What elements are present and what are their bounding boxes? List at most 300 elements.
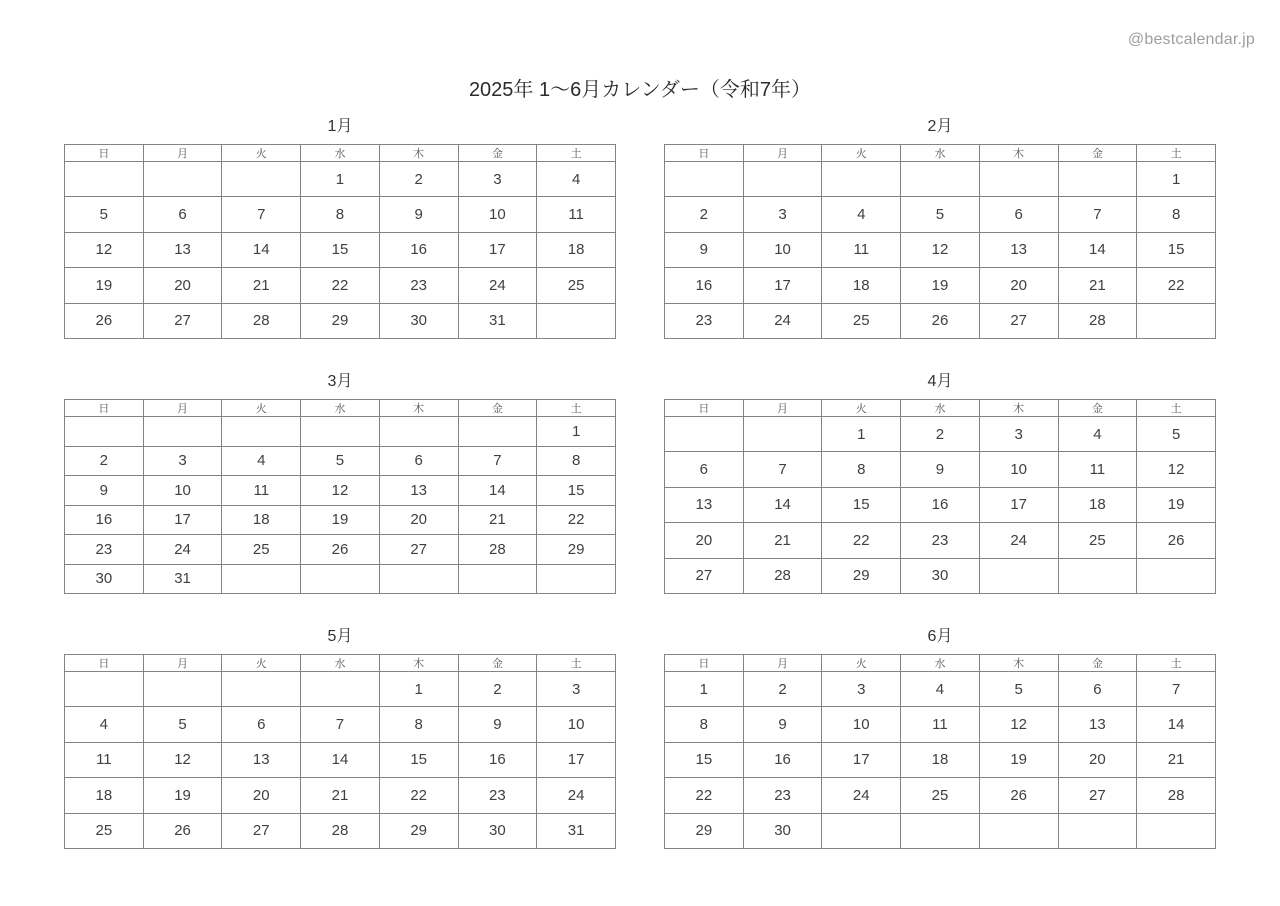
empty-cell — [1058, 558, 1137, 593]
date-cell: 30 — [458, 813, 537, 848]
date-cell: 26 — [979, 778, 1058, 813]
date-cell: 24 — [979, 523, 1058, 558]
date-cell: 10 — [458, 197, 537, 232]
date-cell: 20 — [1058, 742, 1137, 777]
date-cell: 4 — [901, 672, 980, 707]
week-row — [65, 505, 616, 535]
week-row — [65, 232, 616, 267]
date-cell: 18 — [1058, 487, 1137, 522]
date-cell: 17 — [743, 268, 822, 303]
date-cell: 15 — [537, 476, 616, 506]
date-cell: 20 — [665, 523, 744, 558]
date-cell: 29 — [822, 558, 901, 593]
date-cell: 3 — [979, 417, 1058, 452]
date-cell: 11 — [65, 742, 144, 777]
date-cell: 19 — [65, 268, 144, 303]
date-cell: 27 — [665, 558, 744, 593]
date-cell: 21 — [458, 505, 537, 535]
date-cell: 24 — [537, 778, 616, 813]
date-cell: 18 — [901, 742, 980, 777]
date-cell: 24 — [822, 778, 901, 813]
weekday-header-weekday: 水 — [301, 400, 380, 417]
empty-cell — [822, 162, 901, 197]
date-cell: 3 — [822, 672, 901, 707]
date-cell: 23 — [743, 778, 822, 813]
empty-cell — [379, 564, 458, 594]
empty-cell — [743, 162, 822, 197]
date-cell: 22 — [537, 505, 616, 535]
date-cell: 20 — [143, 268, 222, 303]
week-row — [665, 487, 1216, 522]
date-cell: 9 — [65, 476, 144, 506]
date-cell: 3 — [743, 197, 822, 232]
date-cell: 13 — [1058, 707, 1137, 742]
weekday-header-saturday: 土 — [537, 655, 616, 672]
week-row — [665, 558, 1216, 593]
date-cell: 15 — [379, 742, 458, 777]
month-label: 1月 — [327, 118, 353, 135]
empty-cell — [143, 417, 222, 447]
date-cell: 16 — [743, 742, 822, 777]
date-cell: 20 — [379, 505, 458, 535]
date-cell: 4 — [822, 197, 901, 232]
weekday-header-saturday: 土 — [537, 400, 616, 417]
date-cell: 16 — [665, 268, 744, 303]
weekday-header-weekday: 月 — [143, 145, 222, 162]
date-cell: 8 — [1137, 197, 1216, 232]
date-cell: 4 — [1058, 417, 1137, 452]
weekday-header-weekday: 金 — [458, 400, 537, 417]
date-cell: 7 — [743, 452, 822, 487]
date-cell: 2 — [743, 672, 822, 707]
date-cell: 18 — [222, 505, 301, 535]
week-row — [665, 197, 1216, 232]
week-row — [65, 268, 616, 303]
date-cell: 1 — [665, 672, 744, 707]
date-cell: 27 — [1058, 778, 1137, 813]
empty-cell — [458, 564, 537, 594]
date-cell: 12 — [901, 232, 980, 267]
empty-cell — [222, 417, 301, 447]
week-row — [665, 778, 1216, 813]
date-cell: 26 — [301, 535, 380, 565]
date-cell: 8 — [822, 452, 901, 487]
empty-cell — [65, 162, 144, 197]
date-cell: 10 — [979, 452, 1058, 487]
weekday-header-sunday: 日 — [665, 145, 744, 162]
date-cell: 23 — [65, 535, 144, 565]
date-cell: 8 — [537, 446, 616, 476]
date-cell: 11 — [537, 197, 616, 232]
date-cell: 8 — [379, 707, 458, 742]
date-cell: 6 — [222, 707, 301, 742]
date-cell: 25 — [65, 813, 144, 848]
date-cell: 28 — [743, 558, 822, 593]
weekday-header-weekday: 火 — [222, 655, 301, 672]
date-cell: 13 — [379, 476, 458, 506]
empty-cell — [143, 162, 222, 197]
weekday-header-row — [665, 145, 1216, 162]
date-cell: 11 — [222, 476, 301, 506]
date-cell: 11 — [1058, 452, 1137, 487]
weekday-header-sunday: 日 — [65, 400, 144, 417]
week-row — [65, 417, 616, 447]
weekday-header-row — [65, 655, 616, 672]
weekday-header-weekday: 木 — [379, 655, 458, 672]
empty-cell — [1058, 162, 1137, 197]
date-cell: 13 — [665, 487, 744, 522]
week-row — [65, 197, 616, 232]
date-cell: 8 — [665, 707, 744, 742]
date-cell: 12 — [143, 742, 222, 777]
date-cell: 21 — [301, 778, 380, 813]
date-cell: 9 — [901, 452, 980, 487]
weekday-header-row — [665, 400, 1216, 417]
date-cell: 13 — [143, 232, 222, 267]
week-row — [665, 232, 1216, 267]
week-row — [665, 523, 1216, 558]
empty-cell — [65, 417, 144, 447]
date-cell: 28 — [1058, 303, 1137, 338]
date-cell: 4 — [222, 446, 301, 476]
weekday-header-weekday: 水 — [901, 655, 980, 672]
month-label: 6月 — [927, 628, 953, 645]
weekday-header-weekday: 火 — [822, 145, 901, 162]
date-cell: 23 — [901, 523, 980, 558]
weekday-header-weekday: 金 — [458, 655, 537, 672]
date-cell: 5 — [143, 707, 222, 742]
date-cell: 24 — [143, 535, 222, 565]
date-cell: 3 — [458, 162, 537, 197]
date-cell: 2 — [65, 446, 144, 476]
empty-cell — [979, 162, 1058, 197]
weekday-header-sunday: 日 — [665, 655, 744, 672]
date-cell: 20 — [979, 268, 1058, 303]
date-cell: 6 — [143, 197, 222, 232]
date-cell: 17 — [458, 232, 537, 267]
date-cell: 3 — [537, 672, 616, 707]
weekday-header-weekday: 木 — [979, 655, 1058, 672]
week-row — [65, 742, 616, 777]
empty-cell — [822, 813, 901, 848]
date-cell: 22 — [379, 778, 458, 813]
date-cell: 7 — [1058, 197, 1137, 232]
empty-cell — [301, 564, 380, 594]
date-cell: 3 — [143, 446, 222, 476]
date-cell: 7 — [1137, 672, 1216, 707]
date-cell: 20 — [222, 778, 301, 813]
empty-cell — [222, 564, 301, 594]
month-block-march — [64, 372, 616, 594]
month-block-june — [664, 627, 1216, 849]
week-row — [665, 707, 1216, 742]
week-row — [65, 672, 616, 707]
week-row — [65, 564, 616, 594]
date-cell: 17 — [537, 742, 616, 777]
weekday-header-weekday: 火 — [222, 400, 301, 417]
date-cell: 5 — [1137, 417, 1216, 452]
date-cell: 30 — [743, 813, 822, 848]
weekday-header-weekday: 金 — [1058, 400, 1137, 417]
date-cell: 30 — [901, 558, 980, 593]
date-cell: 29 — [537, 535, 616, 565]
date-cell: 17 — [822, 742, 901, 777]
empty-cell — [143, 672, 222, 707]
date-cell: 19 — [1137, 487, 1216, 522]
weekday-header-saturday: 土 — [537, 145, 616, 162]
date-cell: 18 — [65, 778, 144, 813]
month-table-march — [64, 399, 616, 594]
date-cell: 29 — [379, 813, 458, 848]
month-table-february — [664, 144, 1216, 339]
month-table-january — [64, 144, 616, 339]
date-cell: 29 — [301, 303, 380, 338]
date-cell: 25 — [537, 268, 616, 303]
week-row — [665, 303, 1216, 338]
date-cell: 14 — [1137, 707, 1216, 742]
empty-cell — [222, 672, 301, 707]
date-cell: 31 — [537, 813, 616, 848]
week-row — [665, 452, 1216, 487]
date-cell: 22 — [665, 778, 744, 813]
empty-cell — [301, 417, 380, 447]
date-cell: 21 — [743, 523, 822, 558]
date-cell: 9 — [665, 232, 744, 267]
weekday-header-weekday: 月 — [143, 655, 222, 672]
week-row — [665, 742, 1216, 777]
date-cell: 19 — [301, 505, 380, 535]
date-cell: 19 — [901, 268, 980, 303]
date-cell: 10 — [537, 707, 616, 742]
date-cell: 12 — [1137, 452, 1216, 487]
date-cell: 27 — [379, 535, 458, 565]
date-cell: 6 — [379, 446, 458, 476]
date-cell: 2 — [458, 672, 537, 707]
empty-cell — [901, 162, 980, 197]
date-cell: 25 — [822, 303, 901, 338]
page-title: 2025年 1〜6月カレンダー（令和7年） — [468, 79, 812, 101]
date-cell: 10 — [143, 476, 222, 506]
empty-cell — [979, 558, 1058, 593]
weekday-header-weekday: 金 — [1058, 655, 1137, 672]
week-row — [65, 446, 616, 476]
month-table-june — [664, 654, 1216, 849]
weekday-header-sunday: 日 — [65, 145, 144, 162]
date-cell: 24 — [458, 268, 537, 303]
date-cell: 12 — [979, 707, 1058, 742]
date-cell: 26 — [1137, 523, 1216, 558]
week-row — [665, 417, 1216, 452]
weekday-header-weekday: 木 — [379, 145, 458, 162]
month-label: 4月 — [927, 373, 953, 390]
month-table-april — [664, 399, 1216, 594]
date-cell: 30 — [379, 303, 458, 338]
empty-cell — [1137, 303, 1216, 338]
date-cell: 5 — [901, 197, 980, 232]
empty-cell — [65, 672, 144, 707]
weekday-header-sunday: 日 — [65, 655, 144, 672]
month-table-may — [64, 654, 616, 849]
date-cell: 14 — [743, 487, 822, 522]
date-cell: 17 — [979, 487, 1058, 522]
week-row — [65, 813, 616, 848]
date-cell: 6 — [1058, 672, 1137, 707]
date-cell: 9 — [743, 707, 822, 742]
site-watermark: @bestcalendar.jp — [1127, 31, 1255, 48]
weekday-header-weekday: 木 — [979, 400, 1058, 417]
date-cell: 5 — [301, 446, 380, 476]
month-label: 5月 — [327, 628, 353, 645]
empty-cell — [979, 813, 1058, 848]
date-cell: 2 — [379, 162, 458, 197]
empty-cell — [458, 417, 537, 447]
date-cell: 15 — [1137, 232, 1216, 267]
weekday-header-weekday: 火 — [822, 400, 901, 417]
date-cell: 17 — [143, 505, 222, 535]
date-cell: 25 — [222, 535, 301, 565]
date-cell: 5 — [65, 197, 144, 232]
date-cell: 1 — [822, 417, 901, 452]
weekday-header-weekday: 火 — [822, 655, 901, 672]
date-cell: 18 — [537, 232, 616, 267]
date-cell: 26 — [901, 303, 980, 338]
date-cell: 16 — [458, 742, 537, 777]
date-cell: 1 — [301, 162, 380, 197]
weekday-header-weekday: 水 — [301, 655, 380, 672]
date-cell: 15 — [301, 232, 380, 267]
weekday-header-saturday: 土 — [1137, 655, 1216, 672]
date-cell: 13 — [979, 232, 1058, 267]
week-row — [65, 778, 616, 813]
empty-cell — [1137, 813, 1216, 848]
month-label: 3月 — [327, 373, 353, 390]
date-cell: 7 — [458, 446, 537, 476]
date-cell: 25 — [1058, 523, 1137, 558]
date-cell: 1 — [537, 417, 616, 447]
weekday-header-weekday: 月 — [743, 655, 822, 672]
empty-cell — [665, 417, 744, 452]
date-cell: 22 — [822, 523, 901, 558]
date-cell: 22 — [1137, 268, 1216, 303]
date-cell: 26 — [65, 303, 144, 338]
date-cell: 2 — [665, 197, 744, 232]
date-cell: 9 — [379, 197, 458, 232]
date-cell: 13 — [222, 742, 301, 777]
empty-cell — [665, 162, 744, 197]
empty-cell — [901, 813, 980, 848]
date-cell: 28 — [222, 303, 301, 338]
date-cell: 25 — [901, 778, 980, 813]
month-block-april — [664, 372, 1216, 594]
date-cell: 7 — [301, 707, 380, 742]
date-cell: 4 — [537, 162, 616, 197]
date-cell: 27 — [143, 303, 222, 338]
date-cell: 2 — [901, 417, 980, 452]
week-row — [665, 813, 1216, 848]
weekday-header-sunday: 日 — [665, 400, 744, 417]
month-block-january — [64, 117, 616, 339]
date-cell: 12 — [65, 232, 144, 267]
weekday-header-weekday: 月 — [743, 400, 822, 417]
weekday-header-saturday: 土 — [1137, 400, 1216, 417]
date-cell: 29 — [665, 813, 744, 848]
empty-cell — [222, 162, 301, 197]
week-row — [665, 672, 1216, 707]
date-cell: 23 — [458, 778, 537, 813]
weekday-header-weekday: 水 — [901, 400, 980, 417]
empty-cell — [1058, 813, 1137, 848]
weekday-header-weekday: 月 — [143, 400, 222, 417]
weekday-header-weekday: 木 — [979, 145, 1058, 162]
date-cell: 19 — [143, 778, 222, 813]
month-block-february — [664, 117, 1216, 339]
date-cell: 7 — [222, 197, 301, 232]
date-cell: 31 — [143, 564, 222, 594]
date-cell: 14 — [458, 476, 537, 506]
weekday-header-weekday: 金 — [1058, 145, 1137, 162]
date-cell: 5 — [979, 672, 1058, 707]
date-cell: 28 — [1137, 778, 1216, 813]
empty-cell — [301, 672, 380, 707]
date-cell: 11 — [822, 232, 901, 267]
date-cell: 16 — [901, 487, 980, 522]
date-cell: 6 — [665, 452, 744, 487]
date-cell: 28 — [301, 813, 380, 848]
date-cell: 18 — [822, 268, 901, 303]
date-cell: 10 — [743, 232, 822, 267]
date-cell: 6 — [979, 197, 1058, 232]
weekday-header-row — [65, 145, 616, 162]
month-label: 2月 — [927, 118, 953, 135]
date-cell: 14 — [1058, 232, 1137, 267]
weekday-header-weekday: 金 — [458, 145, 537, 162]
weekday-header-weekday: 月 — [743, 145, 822, 162]
date-cell: 30 — [65, 564, 144, 594]
date-cell: 16 — [379, 232, 458, 267]
date-cell: 8 — [301, 197, 380, 232]
week-row — [65, 162, 616, 197]
weekday-header-weekday: 水 — [301, 145, 380, 162]
date-cell: 9 — [458, 707, 537, 742]
calendar-grid — [64, 117, 1216, 849]
date-cell: 21 — [222, 268, 301, 303]
date-cell: 16 — [65, 505, 144, 535]
week-row — [65, 707, 616, 742]
empty-cell — [1137, 558, 1216, 593]
empty-cell — [537, 564, 616, 594]
date-cell: 1 — [1137, 162, 1216, 197]
date-cell: 19 — [979, 742, 1058, 777]
date-cell: 15 — [665, 742, 744, 777]
weekday-header-row — [665, 655, 1216, 672]
week-row — [65, 535, 616, 565]
month-block-may — [64, 627, 616, 849]
weekday-header-row — [65, 400, 616, 417]
date-cell: 1 — [379, 672, 458, 707]
weekday-header-weekday: 水 — [901, 145, 980, 162]
date-cell: 28 — [458, 535, 537, 565]
date-cell: 22 — [301, 268, 380, 303]
weekday-header-weekday: 火 — [222, 145, 301, 162]
empty-cell — [743, 417, 822, 452]
week-row — [65, 476, 616, 506]
date-cell: 21 — [1137, 742, 1216, 777]
date-cell: 14 — [301, 742, 380, 777]
empty-cell — [379, 417, 458, 447]
weekday-header-weekday: 木 — [379, 400, 458, 417]
week-row — [665, 268, 1216, 303]
date-cell: 26 — [143, 813, 222, 848]
